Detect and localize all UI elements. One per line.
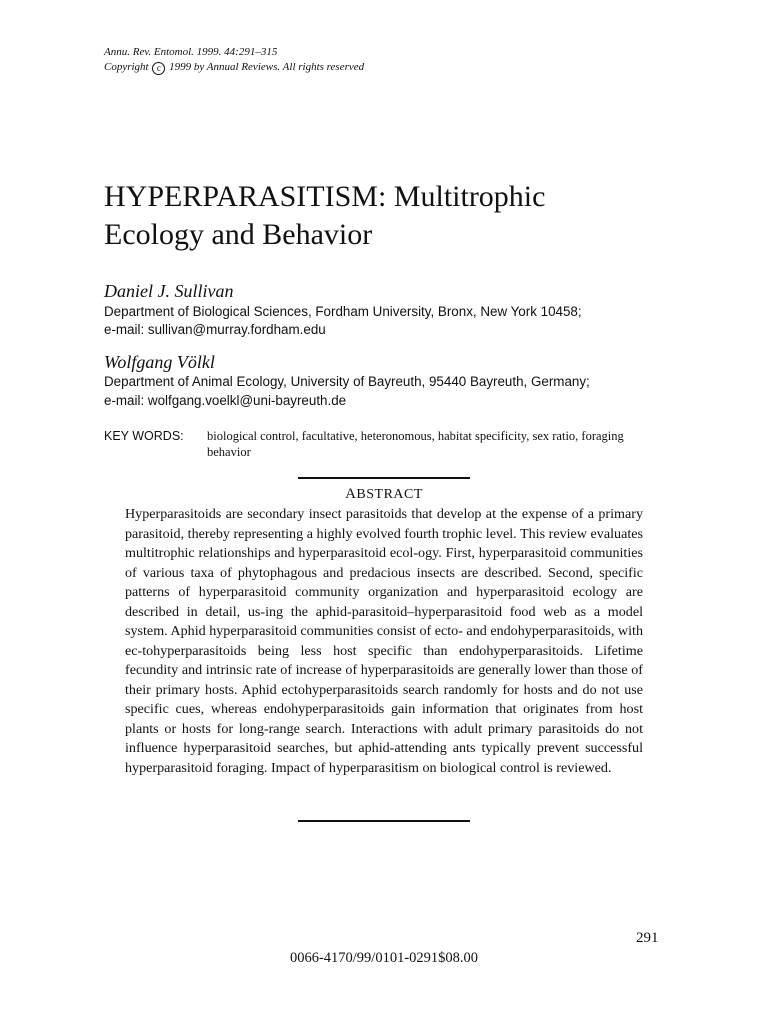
author-email: e-mail: sullivan@murray.fordham.edu bbox=[104, 322, 326, 337]
article-code: 0066-4170/99/0101-0291$08.00 bbox=[289, 950, 479, 966]
keywords-label: KEY WORDS: bbox=[104, 429, 184, 443]
title-line-1: HYPERPARASITISM: Multitrophic bbox=[104, 180, 546, 213]
title-line-2: Ecology and Behavior bbox=[104, 218, 373, 251]
author-name: Wolfgang Völkl bbox=[104, 352, 215, 372]
journal-header bbox=[104, 45, 364, 75]
abstract-heading-rest: BSTRACT bbox=[356, 487, 423, 502]
abstract-heading bbox=[0, 486, 768, 503]
copyright-icon: c bbox=[152, 62, 165, 75]
page-number: 291 bbox=[636, 930, 659, 946]
author-email: e-mail: wolfgang.voelkl@uni-bayreuth.de bbox=[104, 393, 347, 408]
copyright-prefix: Copyright bbox=[104, 61, 149, 73]
divider-bottom bbox=[298, 820, 470, 822]
divider-top bbox=[298, 477, 470, 479]
citation: Annu. Rev. Entomol. 1999. 44:291–315 bbox=[104, 46, 278, 58]
author-name: Daniel J. Sullivan bbox=[104, 281, 234, 301]
abstract-heading-initial: A bbox=[345, 486, 357, 502]
abstract-text: Hyperparasitoids are secondary insect parasitoids that develop at the expense of a primary parasitoid, thereby representing a highly evolved fourth trophic level. This review evaluates multitrophic relationships and hyperparasitoid ecol-ogy. First, hyperparasitoid communities of various taxa of phytophagous and predacious insects are described. Second, specific patterns of hyperparasitoid community organization and hyperparasitoid ecology are described in detail, us-ing the aphid-parasitoid–hyperparasitoid food web as a model system. Aphid hyperparasitoid communities consist of ecto- and endohyperparasitoids, with ec-tohyperparasitoids being less host specific than endohyperparasitoids. Lifetime fecundity and intrinsic rate of increase of hyperparasitoids are generally lower than those of their primary hosts. Aphid ectohyperparasitoids search randomly for hosts and do not use specific cues, whereas endohyperparasitoids gain information that originates from host plants or hosts for long-range search. Interactions with adult primary parasitoids do not influence hyperparasitoid searches, but aphid-attending ants typically prevent successful hyperparasitoid foraging. Impact of hyperparasitism on biological control is reviewed. bbox=[125, 506, 643, 776]
article-title bbox=[104, 178, 664, 254]
keywords-value: biological control, facultative, heteronomous, habitat specificity, sex ratio, foraging behavior bbox=[207, 429, 624, 459]
copyright-suffix: 1999 by Annual Reviews. All rights reserved bbox=[169, 61, 365, 73]
author-affiliation: Department of Animal Ecology, University of Bayreuth, 95440 Bayreuth, Germany; bbox=[104, 374, 590, 389]
author-affiliation: Department of Biological Sciences, Fordham University, Bronx, New York 10458; bbox=[104, 304, 582, 319]
copyright-line bbox=[104, 60, 364, 75]
